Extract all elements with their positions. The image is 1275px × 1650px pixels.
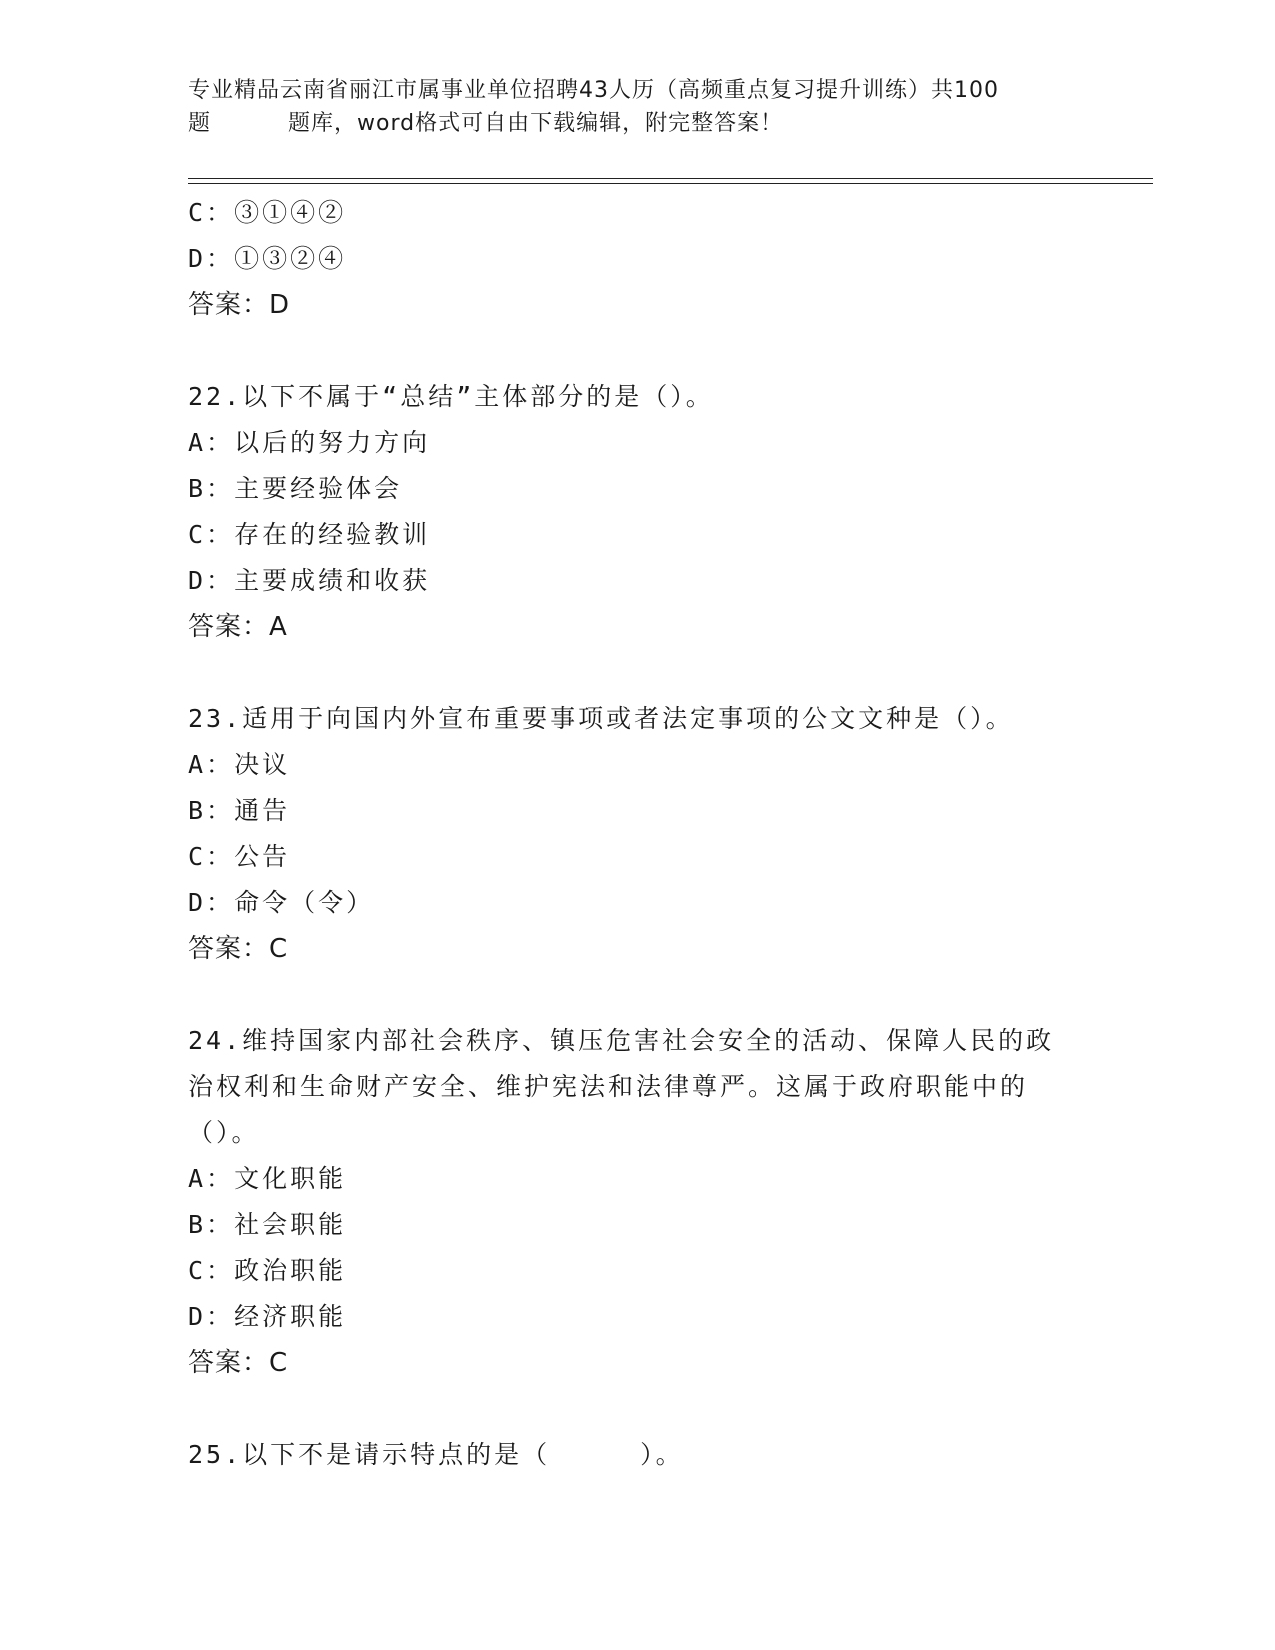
option-b	[188, 466, 1088, 512]
option-c	[188, 190, 1088, 236]
option-label: A：	[188, 750, 235, 779]
header-title-line-1: 专业精品云南省丽江市属事业单位招聘43人历（高频重点复习提升训练）共100	[188, 78, 999, 103]
option-text: 以后的努力方向	[234, 428, 431, 457]
option-label: B：	[188, 474, 235, 503]
option-d	[188, 1294, 1088, 1340]
option-label: A：	[188, 1164, 235, 1193]
option-text: 主要成绩和收获	[234, 566, 431, 595]
option-text: 决议	[234, 750, 291, 779]
option-label: B：	[188, 1210, 235, 1239]
page-header	[188, 74, 1088, 140]
option-d	[188, 558, 1088, 604]
option-label: D：	[188, 1302, 235, 1331]
spacer	[188, 972, 1088, 1018]
option-c	[188, 1248, 1088, 1294]
header-title-word: 题	[188, 111, 212, 136]
option-a	[188, 420, 1088, 466]
option-text: ③①④②	[234, 198, 347, 227]
answer-line: 答案：D	[188, 290, 291, 320]
option-label: A：	[188, 428, 235, 457]
spacer	[188, 328, 1088, 374]
option-text: 公告	[234, 842, 291, 871]
option-b	[188, 788, 1088, 834]
option-label: C：	[188, 1256, 235, 1285]
option-text: 社会职能	[234, 1210, 347, 1239]
question-23-stem: 23.适用于向国内外宣布重要事项或者法定事项的公文文种是（）。	[188, 704, 1014, 733]
question-content	[188, 190, 1088, 1478]
option-c	[188, 834, 1088, 880]
option-text: 命令（令）	[234, 888, 375, 917]
answer-line: 答案：C	[188, 1348, 289, 1378]
header-divider-top	[188, 178, 1153, 179]
header-title-line-2	[188, 107, 1088, 140]
option-d	[188, 236, 1088, 282]
option-label: C：	[188, 198, 235, 227]
option-text: ①③②④	[234, 244, 347, 273]
option-b	[188, 1202, 1088, 1248]
header-divider-bottom	[188, 183, 1153, 184]
option-text: 通告	[234, 796, 291, 825]
option-label: C：	[188, 842, 235, 871]
option-a	[188, 742, 1088, 788]
option-text: 主要经验体会	[234, 474, 403, 503]
option-label: B：	[188, 796, 235, 825]
question-25-stem	[188, 1432, 1088, 1478]
option-d	[188, 880, 1088, 926]
question-24-stem-line-2: 治权利和生命财产安全、维护宪法和法律尊严。这属于政府职能中的	[188, 1072, 1029, 1101]
question-25-stem-left: 25.以下不是请示特点的是（	[188, 1440, 551, 1469]
answer-line: 答案：A	[188, 612, 288, 642]
spacer	[188, 1386, 1088, 1432]
spacer	[188, 650, 1088, 696]
answer-line: 答案：C	[188, 934, 289, 964]
option-label: D：	[188, 888, 235, 917]
option-text: 存在的经验教训	[234, 520, 431, 549]
header-subtitle: 题库，word格式可自由下载编辑，附完整答案！	[288, 111, 784, 136]
question-24-stem-line-3: （）。	[188, 1118, 260, 1147]
option-text: 经济职能	[234, 1302, 347, 1331]
question-22-stem: 22.以下不属于“总结”主体部分的是（）。	[188, 382, 714, 411]
option-label: D：	[188, 244, 235, 273]
option-label: D：	[188, 566, 235, 595]
question-25-stem-right: ）。	[640, 1440, 684, 1469]
option-text: 文化职能	[234, 1164, 347, 1193]
question-24-stem-line-1: 24.维持国家内部社会秩序、镇压危害社会安全的活动、保障人民的政	[188, 1026, 1055, 1055]
option-text: 政治职能	[234, 1256, 347, 1285]
option-c	[188, 512, 1088, 558]
option-a	[188, 1156, 1088, 1202]
option-label: C：	[188, 520, 235, 549]
